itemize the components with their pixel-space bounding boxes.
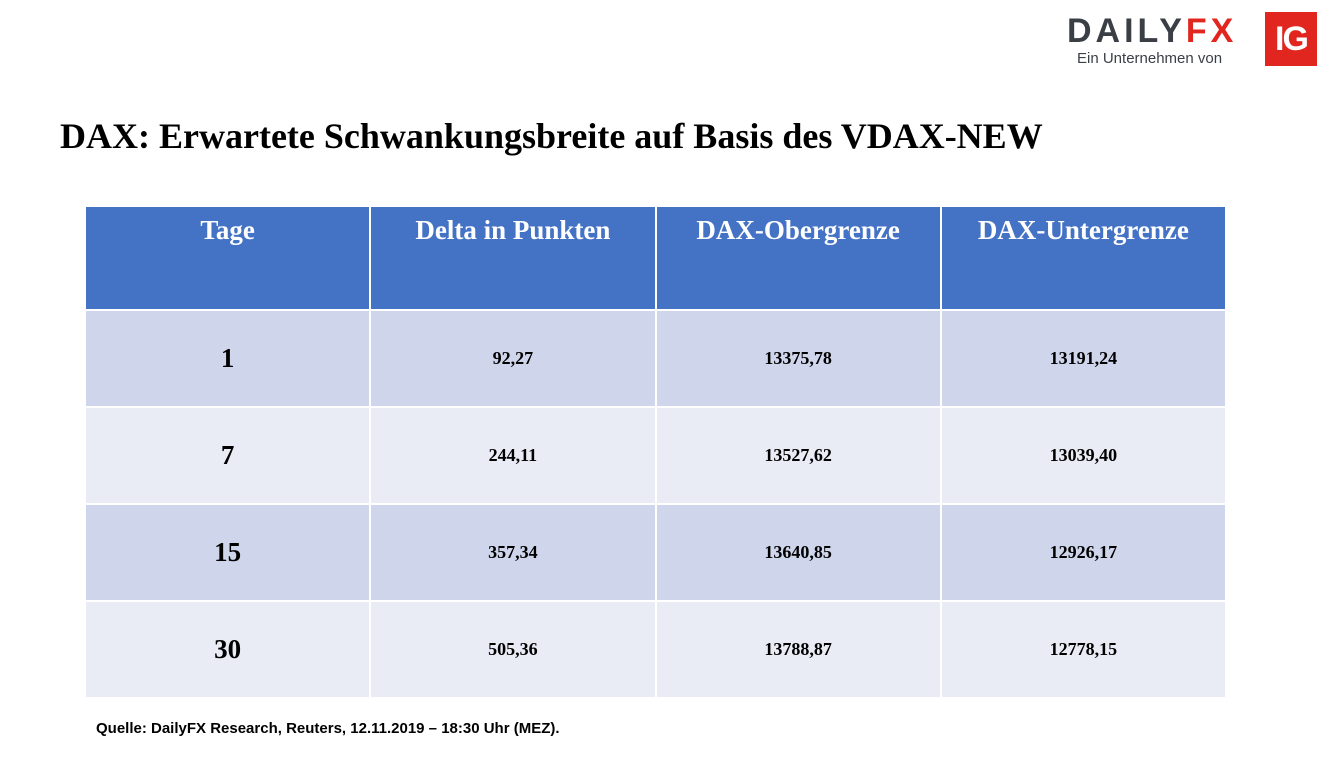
header-delta: Delta in Punkten bbox=[370, 206, 655, 310]
logo-word-daily: DAILY bbox=[1067, 12, 1186, 50]
cell-delta: 92,27 bbox=[370, 310, 655, 407]
cell-upper: 13640,85 bbox=[656, 504, 941, 601]
logo-subtitle: Ein Unternehmen von bbox=[1077, 50, 1223, 67]
cell-lower: 12778,15 bbox=[941, 601, 1226, 698]
table-row bbox=[85, 601, 1226, 698]
cell-upper: 13788,87 bbox=[656, 601, 941, 698]
cell-days: 7 bbox=[85, 407, 370, 504]
source-note: Quelle: DailyFX Research, Reuters, 12.11.2019 – 18:30 Uhr (MEZ). bbox=[96, 720, 560, 737]
cell-days: 1 bbox=[85, 310, 370, 407]
cell-delta: 357,34 bbox=[370, 504, 655, 601]
cell-days: 15 bbox=[85, 504, 370, 601]
ig-logo-badge: IG bbox=[1265, 12, 1317, 66]
header-tage: Tage bbox=[85, 206, 370, 310]
cell-upper: 13375,78 bbox=[656, 310, 941, 407]
header-obergrenze: DAX-Obergrenze bbox=[656, 206, 941, 310]
table-row bbox=[85, 407, 1226, 504]
cell-days: 30 bbox=[85, 601, 370, 698]
table-row bbox=[85, 310, 1226, 407]
table-row bbox=[85, 504, 1226, 601]
cell-lower: 13191,24 bbox=[941, 310, 1226, 407]
logo-word-fx: FX bbox=[1185, 12, 1238, 50]
cell-lower: 13039,40 bbox=[941, 407, 1226, 504]
logo-wordmark bbox=[1067, 12, 1237, 50]
header-untergrenze: DAX-Untergrenze bbox=[941, 206, 1226, 310]
dailyfx-logo bbox=[1067, 12, 1317, 68]
table-header-row bbox=[85, 206, 1226, 310]
cell-delta: 244,11 bbox=[370, 407, 655, 504]
cell-lower: 12926,17 bbox=[941, 504, 1226, 601]
page-title: DAX: Erwartete Schwankungsbreite auf Basis des VDAX-NEW bbox=[60, 116, 1043, 156]
cell-delta: 505,36 bbox=[370, 601, 655, 698]
cell-upper: 13527,62 bbox=[656, 407, 941, 504]
volatility-table bbox=[84, 205, 1227, 699]
